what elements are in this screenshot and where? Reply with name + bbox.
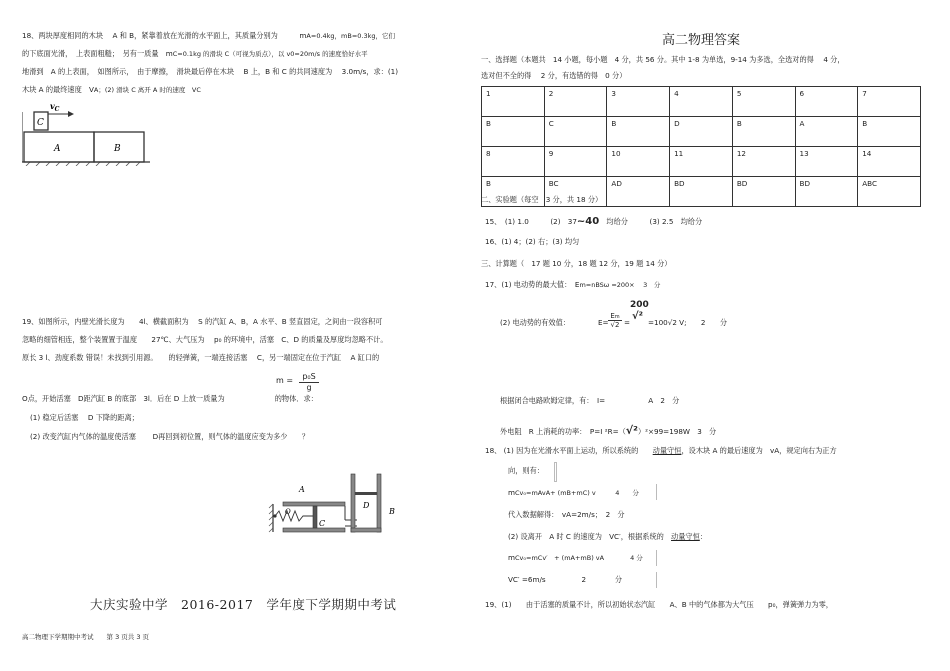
q19-fig-a-label: A	[299, 485, 305, 494]
q19-fig-c-label: C	[319, 519, 326, 528]
answer-18-1: 18、 (1) 因为在光滑水平面上运动，所以系统的 动量守恒，设木块 A 的最后速度为 vA，规定向右为正方	[485, 446, 837, 455]
q18-fig-b-label: B	[114, 144, 121, 154]
answer-table-cell: 13	[795, 147, 858, 177]
answer-table-cell: BD	[670, 177, 733, 207]
answer-17-2-eq: =	[624, 318, 631, 327]
section1-line2: 选对但不全的得 2 分，有选错的得 0 分）	[481, 71, 627, 80]
q18-fig-a-label: A	[54, 144, 61, 154]
answer-17-2-e: E=	[598, 318, 609, 327]
q18-line2: 的下底面光滑， 上表面粗糙； 另有一质量 mC=0.1kg 的滑块 C（可视为质点），以 v0=20m/s 的速度恰好水平	[22, 49, 368, 58]
q19-formula-fraction: p₀S g	[299, 372, 319, 392]
answer-table-row	[482, 147, 921, 177]
q19-fig-o-label: O	[285, 508, 291, 516]
answer-table-cell: 7	[858, 87, 921, 117]
answer-table-cell: 14	[858, 147, 921, 177]
section1-line1: 一、选择题（本题共 14 小题，每小题 4 分，共 56 分。其中 1-8 为单选，9-14 为多选，全选对的得 4 分，	[481, 55, 845, 64]
answer-18-eq1-box	[506, 484, 657, 500]
q19-figure	[265, 470, 410, 550]
answer-table-cell: BD	[795, 177, 858, 207]
answer-17-4: 外电阻 R 上消耗的功率： P=I ²R=（√²）²×99=198W 3 分	[500, 424, 717, 437]
section3-heading: 三、计算题（ 17 题 10 分，18 题 12 分，19 题 14 分）	[481, 259, 672, 268]
answers-title: 高二物理答案	[662, 33, 741, 48]
q18-fig-c-label: C	[37, 118, 44, 128]
answer-17-1: 17、(1) 电动势的最大值： Em=nBSω =200× 3 分	[485, 280, 661, 289]
answer-table-cell: 11	[670, 147, 733, 177]
answer-table-cell: 1	[482, 87, 545, 117]
answer-18-eq2-box	[506, 550, 657, 566]
answer-16: 16、(1) 4；(2) 右；(3) 均匀	[485, 237, 580, 246]
q19-mass-formula: m =	[276, 376, 294, 385]
answer-table-cell: 8	[482, 147, 545, 177]
answer-table-cell: 2	[544, 87, 607, 117]
answer-table-cell: B	[482, 117, 545, 147]
answer-17-2-fraction: Em √2	[608, 312, 622, 330]
answer-18-res-box	[506, 572, 657, 588]
answer-18-2: (2) 设离开 A 时 C 的速度为 VC′，根据系统的 动量守恒：	[508, 532, 707, 541]
q19-line2: 忽略的细管相连，整个装置置于温度 27℃、大气压为 p₀ 的环境中，活塞 C、D 的质量及厚度均忽略不计。	[22, 335, 388, 344]
answer-18-1-cont: 向，则有：	[508, 466, 544, 475]
answer-table-cell: B	[607, 117, 670, 147]
q18-line1: 18、两块厚度相同的木块 A 和 B，紧靠着放在光滑的水平面上，其质量分别为 mA=0.4kg，mB=0.3kg，它们	[22, 31, 396, 40]
answer-table-cell: B	[732, 117, 795, 147]
q19-line3: 原长 3 l、劲度系数 错误！未找到引用源。 的轻弹簧，一端连接活塞 C，另一端固定在位于汽缸 A 缸口的	[22, 353, 380, 362]
q19-line4: O点，开始活塞 D距汽缸 B 的底部 3l．后在 D 上放一质量为 的物体．求：	[22, 394, 318, 403]
answer-table-cell: A	[795, 117, 858, 147]
q18-fig-vc-label: $v_C$	[50, 101, 60, 113]
answer-table-cell: 10	[607, 147, 670, 177]
q18-figure	[22, 100, 152, 166]
answer-table-cell: B	[482, 177, 545, 207]
exam-title: 大庆实验中学 2016-2017 学年度下学期期中考试	[90, 597, 397, 612]
answer-table-cell: 3	[607, 87, 670, 117]
answer-table-row	[482, 117, 921, 147]
answer-17-2-top: 200	[630, 300, 649, 310]
answer-table-cell: AD	[607, 177, 670, 207]
section2-heading: 二、实验题（每空 3 分，共 18 分）	[481, 195, 603, 204]
footer: 高二物理下学期期中考试 第 3 页共 3 页	[22, 633, 150, 641]
q18-line3: 地滑到 A 的上表面， 如图所示， 由于摩擦， 滑块最后停在木块 B 上，B 和 C 的共同速度为 3.0m/s，求：(1)	[22, 67, 399, 76]
answer-15: 15、 (1) 1.0 (2) 37~40 均给分 (3) 2.5 均给分	[485, 216, 703, 227]
answer-table-cell: B	[858, 117, 921, 147]
answer-table-cell: ABC	[858, 177, 921, 207]
q19-line1: 19、如图所示，内壁光滑长度为 4l、横截面积为 S 的汽缸 A、B，A 水平、B 竖直固定，之间由一段容积可	[22, 317, 383, 326]
answer-table-cell: 5	[732, 87, 795, 117]
answer-table-cell: 9	[544, 147, 607, 177]
answer-18-divider	[554, 462, 557, 482]
answer-18-sub: 代入数据解得： vA=2m/s； 2 分	[508, 510, 625, 519]
q19-question2: (2) 改变汽缸内气体的温度使活塞 D再回到初位置，则气体的温度应变为多少 ？	[30, 432, 310, 441]
answer-17-2-label: (2) 电动势的有效值：	[500, 318, 570, 327]
answer-table-cell: 4	[670, 87, 733, 117]
answer-19: 19、(1) 由于活塞的质量不计，所以初始状态汽缸 A、B 中的气体都为大气压 p₀，弹簧弹力为零，	[485, 600, 833, 609]
answer-table-row	[482, 87, 921, 117]
answer-17-3: 根据闭合电路欧姆定律，有： I= A 2 分	[500, 396, 680, 405]
answer-17-2-sqrt: √²	[632, 311, 644, 322]
answer-table	[481, 86, 921, 207]
answer-table-cell: 6	[795, 87, 858, 117]
answer-18-eq1: mCv₀=mAvA+ (mB+mC) v 4 分	[508, 488, 639, 497]
answer-table-cell: C	[544, 117, 607, 147]
q19-fig-b-label: B	[389, 507, 395, 516]
q18-line4: 木块 A 的最终速度 VA；(2) 滑块 C 离开 A 时的速度 VC	[22, 85, 201, 94]
answer-table-cell: 12	[732, 147, 795, 177]
q19-fig-d-label: D	[363, 501, 370, 510]
answer-table-cell: BD	[732, 177, 795, 207]
answer-18-result: VC′ =6m/s 2 分	[508, 575, 623, 584]
answer-18-eq2: mCv₀=mCv′ + (mA+mB) vA 4 分	[508, 553, 643, 562]
q19-question1: (1) 稳定后活塞 D 下降的距离；	[30, 413, 139, 422]
answer-table-cell: BC	[544, 177, 607, 207]
answer-17-2-rest: =100√2 V; 2 分	[648, 318, 728, 327]
answer-table-cell: D	[670, 117, 733, 147]
